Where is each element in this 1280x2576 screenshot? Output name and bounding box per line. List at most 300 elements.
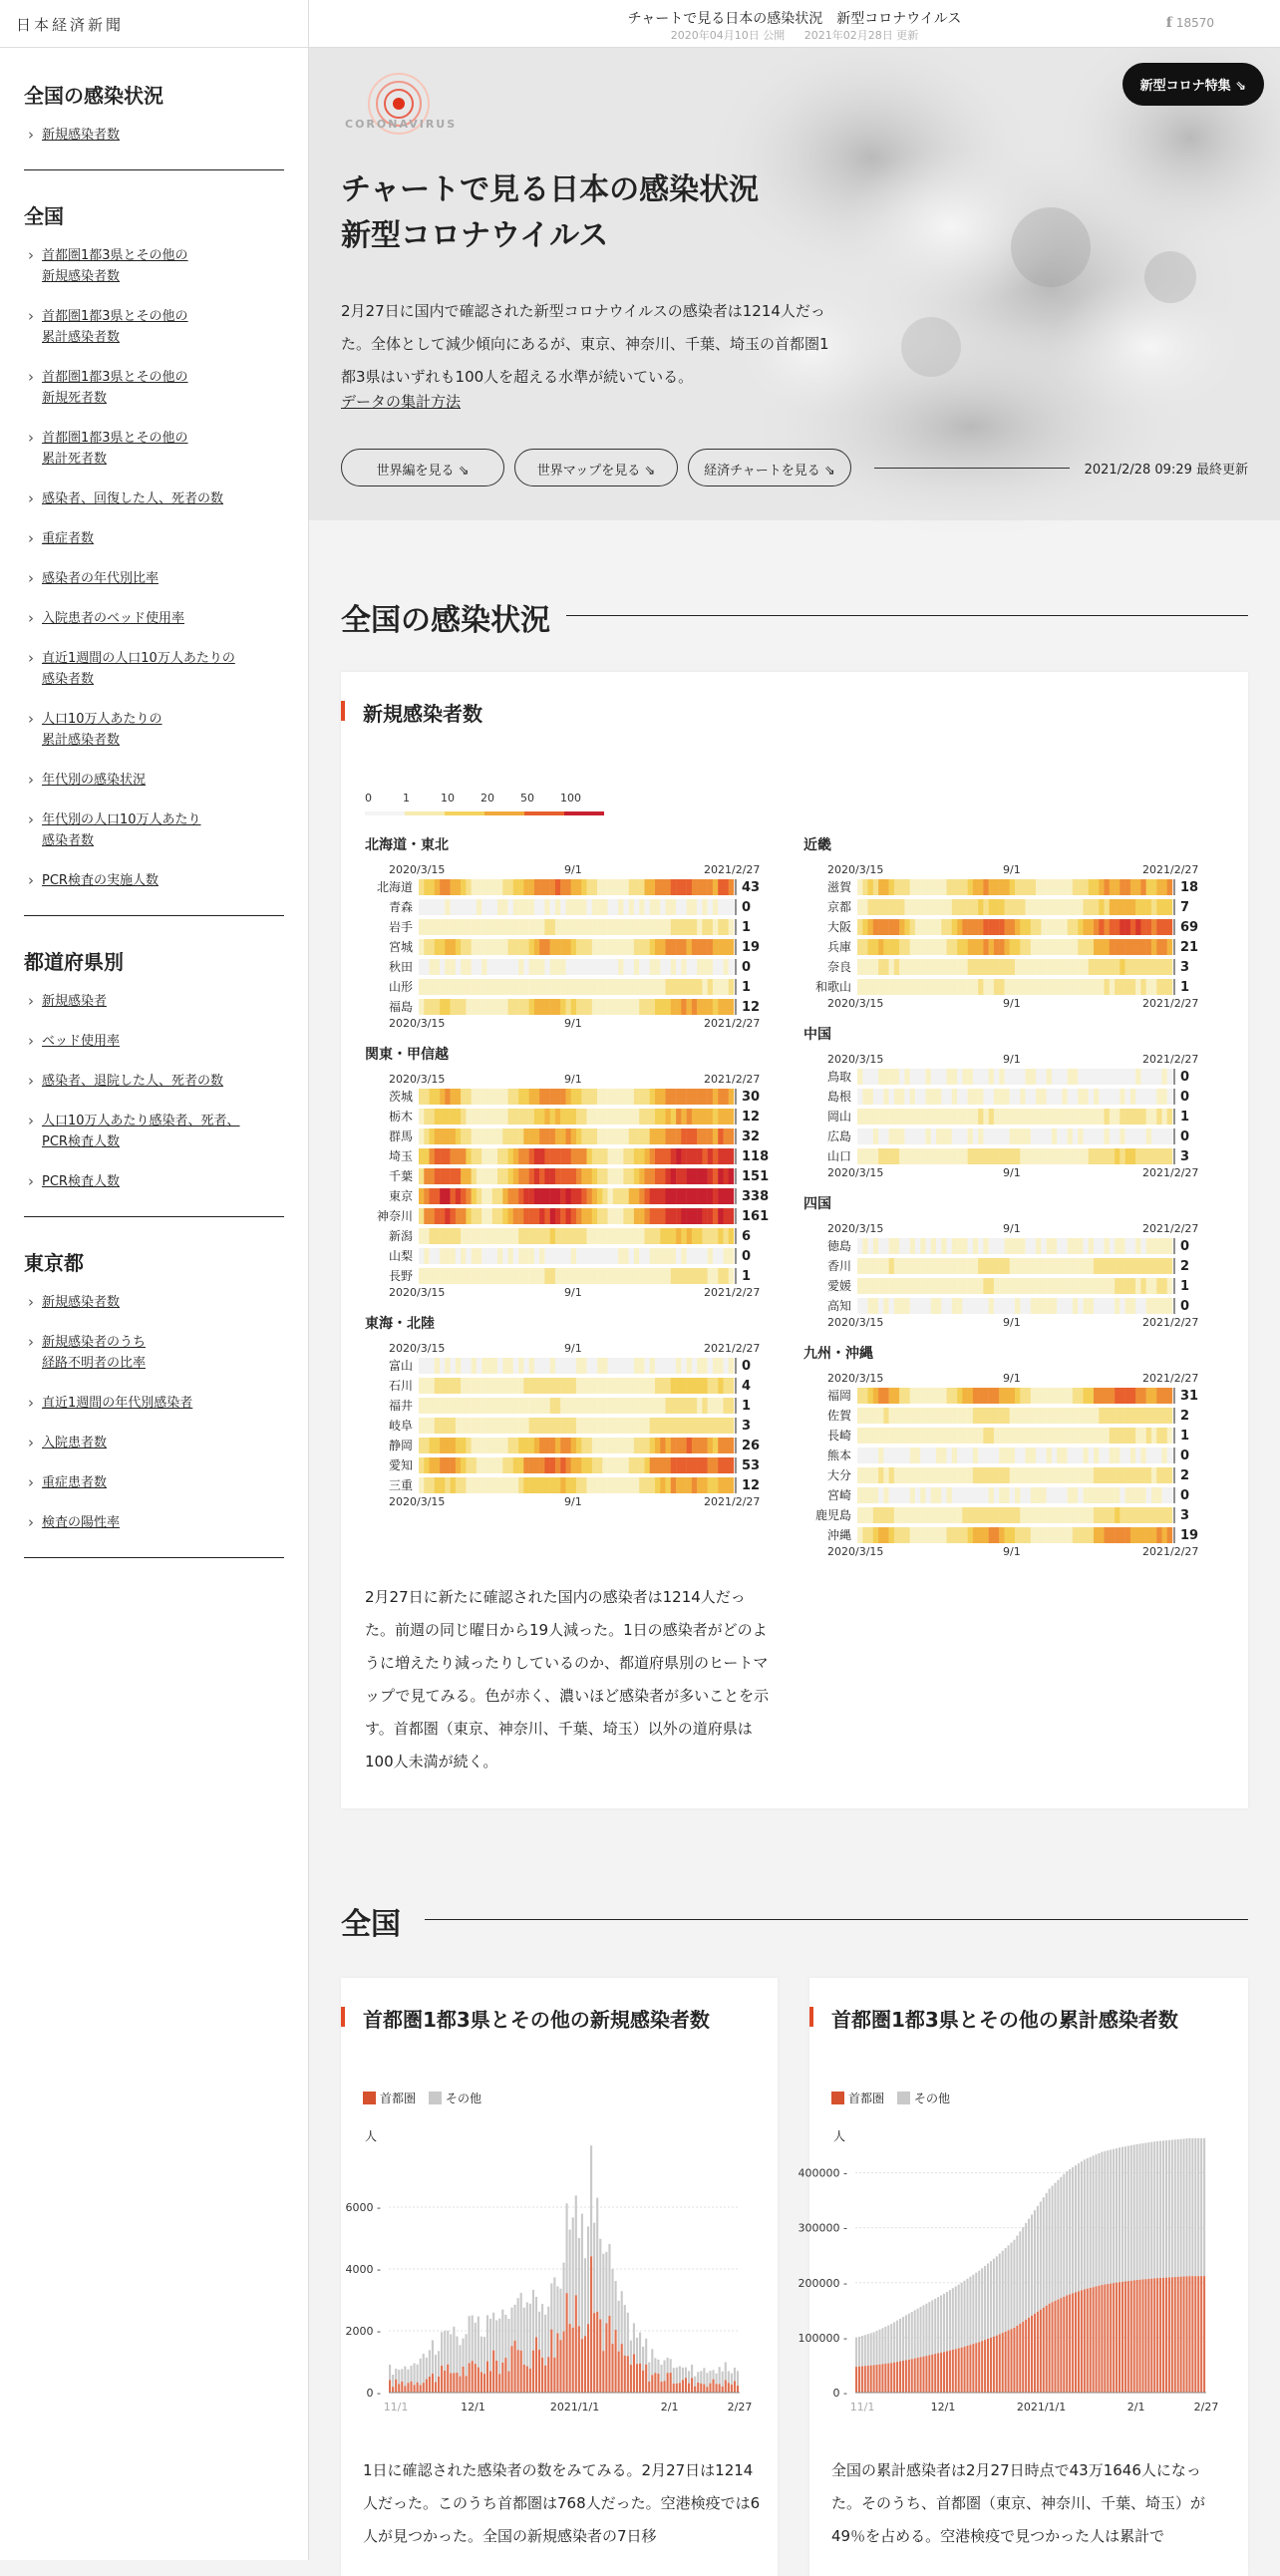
- heatmap-cell: [994, 1258, 1000, 1274]
- sidebar-item[interactable]: [24, 1472, 284, 1493]
- bar-shutoken: [1049, 2304, 1051, 2393]
- sidebar-item[interactable]: [24, 125, 284, 146]
- heatmap-cell: [592, 1378, 598, 1394]
- heatmap-cell: [702, 1477, 708, 1493]
- heatmap-cell: [1057, 1148, 1063, 1164]
- world-map-button[interactable]: 世界マップを見る ⇘: [514, 449, 678, 486]
- prefecture-today-count: 21: [1180, 940, 1199, 955]
- heatmap-cell: [523, 999, 529, 1015]
- heatmap-cell: [1010, 939, 1016, 955]
- heatmap-cell: [713, 999, 719, 1015]
- heatmap-cell: [634, 959, 640, 975]
- heatmap-cell: [639, 1477, 645, 1493]
- bar-other: [435, 2355, 437, 2382]
- heatmap-cell: [708, 1358, 714, 1374]
- heatmap-cell: [899, 1238, 905, 1254]
- heatmap-cell: [513, 1208, 519, 1224]
- heatmap-cell: [544, 899, 550, 915]
- sidebar-item[interactable]: [24, 1111, 284, 1152]
- heatmap-cell: [889, 1388, 895, 1404]
- heatmap-cell: [1130, 1487, 1136, 1503]
- bar-other: [1119, 2147, 1120, 2282]
- heatmap-cell: [472, 1168, 478, 1184]
- heatmap-cell: [613, 1148, 619, 1164]
- bar-shutoken: [407, 2383, 409, 2393]
- heatmap-cell: [487, 959, 493, 975]
- heatmap-cell: [629, 1248, 635, 1264]
- bar-other: [483, 2337, 485, 2374]
- heatmap-cell: [623, 939, 629, 955]
- bar-other: [1127, 2146, 1129, 2282]
- sidebar-item[interactable]: [24, 1393, 284, 1414]
- heatmap-cell: [1047, 1148, 1053, 1164]
- heatmap-cell: [419, 1358, 425, 1374]
- sidebar-item[interactable]: [24, 770, 284, 791]
- heatmap-cell: [602, 939, 608, 955]
- heatmap-cell: [576, 1109, 582, 1125]
- heatmap-cell: [978, 1408, 984, 1424]
- heatmap-cell: [889, 1238, 895, 1254]
- heatmap-cell: [660, 1438, 666, 1453]
- heatmap-cell: [477, 999, 482, 1015]
- heatmap-cell: [518, 1378, 524, 1394]
- sidebar-item[interactable]: [24, 991, 284, 1012]
- heatmap-cell: [1167, 1148, 1173, 1164]
- scale-label: 100: [560, 792, 581, 805]
- heatmap-cell: [539, 959, 545, 975]
- heatmap-cell: [1057, 979, 1063, 995]
- heatmap-cell: [989, 1258, 995, 1274]
- heatmap-cell: [681, 1418, 687, 1434]
- heatmap-cell: [868, 979, 874, 995]
- heatmap-cell: [999, 919, 1005, 935]
- bar-shutoken: [993, 2337, 995, 2393]
- heatmap-cell: [687, 1148, 693, 1164]
- bar-shutoken: [1171, 2277, 1173, 2393]
- heatmap-cell: [634, 899, 640, 915]
- bar-other: [504, 2315, 506, 2358]
- heatmap-cell: [1015, 1448, 1021, 1463]
- heatmap-cell: [978, 1467, 984, 1483]
- heatmap-cell: [702, 1208, 708, 1224]
- bar-shutoken: [955, 2349, 957, 2393]
- special-feature-button[interactable]: 新型コロナ特集 ⇘: [1122, 63, 1264, 106]
- heatmap-cell: [1146, 1487, 1152, 1503]
- publisher-logo[interactable]: 日本経済新聞: [0, 0, 308, 48]
- heatmap-cell: [461, 1089, 467, 1105]
- bar-other: [507, 2319, 509, 2372]
- heatmap-cell: [539, 1188, 545, 1204]
- bar-other: [590, 2145, 592, 2256]
- heatmap-cell: [915, 1507, 921, 1523]
- heatmap-cell: [883, 1128, 889, 1144]
- heatmap-cell: [724, 1248, 730, 1264]
- sidebar-item-label: 直近1週間の人口10万人あたりの 感染者数: [42, 651, 235, 687]
- bar-other: [734, 2368, 736, 2381]
- heatmap-cell: [989, 1148, 995, 1164]
- heatmap-cell: [926, 919, 932, 935]
- heatmap-cell: [477, 1457, 482, 1473]
- heatmap-cell: [862, 919, 868, 935]
- facebook-share[interactable]: [1166, 15, 1214, 31]
- heatmap-cell: [878, 1109, 884, 1125]
- heatmap-cell: [692, 1188, 698, 1204]
- heatmap-cell: [1120, 1258, 1125, 1274]
- sidebar-item[interactable]: [24, 568, 284, 589]
- heatmap-cell: [571, 879, 577, 895]
- heatmap-cell: [873, 1527, 879, 1543]
- heatmap-cell: [1010, 1278, 1016, 1294]
- sidebar-item[interactable]: [24, 1332, 284, 1374]
- heatmap-cell: [1052, 879, 1058, 895]
- heatmap-cell: [868, 1128, 874, 1144]
- heatmap-cell: [634, 1089, 640, 1105]
- heatmap-cell: [1099, 1408, 1105, 1424]
- heatmap-cell: [904, 1467, 910, 1483]
- bar-other: [937, 2297, 939, 2353]
- heatmap-cell: [1084, 919, 1090, 935]
- heatmap-cell: [1047, 1109, 1053, 1125]
- bar-other: [663, 2361, 665, 2382]
- heatmap-cell: [910, 979, 916, 995]
- bar-shutoken: [532, 2351, 534, 2393]
- heatmap-cell: [687, 999, 693, 1015]
- heatmap-cell: [566, 999, 572, 1015]
- prefecture-label: 福井: [388, 1399, 413, 1413]
- prefecture-label: 福島: [388, 1000, 413, 1014]
- heatmap-cell: [968, 1448, 974, 1463]
- sidebar-item[interactable]: [24, 1031, 284, 1052]
- heatmap-cell: [650, 1128, 656, 1144]
- heatmap-cell: [1010, 1069, 1016, 1085]
- heatmap-cell: [430, 1248, 436, 1264]
- sidebar-item[interactable]: [24, 367, 284, 409]
- bar-shutoken: [673, 2384, 675, 2393]
- heatmap-cell: [430, 1188, 436, 1204]
- heatmap-cell: [692, 1128, 698, 1144]
- heatmap-cell: [868, 1428, 874, 1444]
- heatmap-cell: [440, 959, 446, 975]
- heatmap-cell: [931, 1128, 937, 1144]
- bar-other: [1203, 2138, 1205, 2276]
- heatmap-cell: [1026, 1109, 1032, 1125]
- heatmap-cell: [1062, 919, 1068, 935]
- heatmap-cell: [962, 1109, 968, 1125]
- bar-shutoken: [999, 2334, 1001, 2393]
- heatmap-cell: [681, 919, 687, 935]
- heatmap-cell: [1089, 1527, 1095, 1543]
- bar-other: [1177, 2139, 1179, 2277]
- bar-other: [670, 2359, 672, 2373]
- heatmap-cell: [544, 959, 550, 975]
- heatmap-cell: [1140, 1109, 1146, 1125]
- heatmap-cell: [592, 1208, 598, 1224]
- prefecture-label: 佐賀: [826, 1409, 851, 1423]
- heatmap-cell: [435, 1208, 441, 1224]
- heatmap-cell: [424, 1438, 430, 1453]
- bar-shutoken: [1124, 2281, 1126, 2393]
- prefecture-label: 兵庫: [826, 940, 851, 954]
- heatmap-cell: [1120, 1467, 1125, 1483]
- heatmap-cell: [497, 1109, 503, 1125]
- heatmap-cell: [713, 1148, 719, 1164]
- heatmap-cell: [1120, 1298, 1125, 1314]
- heatmap-cell: [477, 1378, 482, 1394]
- y-tick-label: 400000 -: [798, 2166, 847, 2180]
- heatmap-cell: [868, 1388, 874, 1404]
- heatmap-cell: [931, 879, 937, 895]
- heatmap-cell: [618, 1148, 624, 1164]
- heatmap-cell: [581, 1089, 587, 1105]
- heatmap-cell: [1146, 1148, 1152, 1164]
- bar-shutoken: [510, 2346, 512, 2393]
- heatmap-cell: [1135, 1148, 1141, 1164]
- article-dates: [309, 27, 1280, 43]
- heatmap-cell: [523, 939, 529, 955]
- heatmap-cell: [1167, 1428, 1173, 1444]
- heatmap-cell: [873, 1428, 879, 1444]
- heatmap-cell: [994, 899, 1000, 915]
- heatmap-cell: [581, 1128, 587, 1144]
- heatmap-cell: [1041, 879, 1047, 895]
- heatmap-cell: [618, 1089, 624, 1105]
- sidebar-item[interactable]: [24, 809, 284, 851]
- heatmap-cell: [629, 1438, 635, 1453]
- heatmap-cell: [529, 1378, 535, 1394]
- heatmap-cell: [904, 1388, 910, 1404]
- heatmap-cell: [947, 959, 953, 975]
- heatmap-cell: [873, 1487, 879, 1503]
- sidebar-item[interactable]: [24, 1292, 284, 1313]
- heatmap-cell: [518, 939, 524, 955]
- heatmap-cell: [1005, 979, 1011, 995]
- bar-other: [395, 2369, 397, 2380]
- bar-other: [1144, 2143, 1146, 2280]
- sidebar-item[interactable]: [24, 608, 284, 629]
- sidebar-item[interactable]: [24, 648, 284, 690]
- heatmap-cell: [477, 1168, 482, 1184]
- heatmap-cell: [461, 1188, 467, 1204]
- heatmap-cell: [466, 1089, 472, 1105]
- prefecture-heatmap: [341, 672, 1248, 1569]
- heatmap-cell: [868, 1298, 874, 1314]
- heatmap-cell: [435, 1268, 441, 1284]
- heatmap-cell: [671, 899, 677, 915]
- heatmap-cell: [947, 919, 953, 935]
- prefecture-today-count: 0: [742, 900, 752, 915]
- bar-shutoken: [1028, 2318, 1030, 2393]
- bar-other: [480, 2337, 482, 2373]
- heatmap-cell: [1005, 899, 1011, 915]
- heatmap-cell: [451, 1248, 457, 1264]
- heatmap-cell: [472, 979, 478, 995]
- bar-shutoken: [858, 2367, 860, 2393]
- heatmap-cell: [1115, 1298, 1120, 1314]
- heatmap-cell: [687, 939, 693, 955]
- heatmap-cell: [513, 899, 519, 915]
- heatmap-cell: [1047, 1487, 1053, 1503]
- bar-other: [864, 2335, 866, 2366]
- heatmap-cell: [445, 899, 451, 915]
- heatmap-cell: [477, 1358, 482, 1374]
- heatmap-cell: [729, 1457, 735, 1473]
- heatmap-cell: [894, 1467, 900, 1483]
- heatmap-cell: [868, 1238, 874, 1254]
- heatmap-cell: [687, 1398, 693, 1414]
- bar-shutoken: [1177, 2277, 1179, 2393]
- heatmap-cell: [692, 1109, 698, 1125]
- heatmap-cell: [1105, 919, 1111, 935]
- axis-end-label: 2021/2/27: [1142, 1166, 1199, 1179]
- heatmap-cell: [889, 939, 895, 955]
- heatmap-cell: [1099, 899, 1105, 915]
- heatmap-cell: [926, 1278, 932, 1294]
- heatmap-cell: [978, 1487, 984, 1503]
- sidebar-item[interactable]: [24, 428, 284, 470]
- bar-other: [615, 2281, 617, 2330]
- bar-shutoken: [538, 2350, 540, 2393]
- heatmap-cell: [518, 999, 524, 1015]
- heatmap-cell: [566, 1168, 572, 1184]
- prefecture-today-count: 6: [742, 1229, 752, 1244]
- heatmap-cell: [581, 1438, 587, 1453]
- heatmap-cell: [1031, 979, 1037, 995]
- sidebar-item[interactable]: [24, 1071, 284, 1092]
- heatmap-cell: [931, 979, 937, 995]
- heatmap-cell: [466, 1248, 472, 1264]
- bar-shutoken: [716, 2384, 718, 2393]
- heatmap-cell: [904, 939, 910, 955]
- sidebar-item[interactable]: [24, 1433, 284, 1453]
- heatmap-cell: [920, 919, 926, 935]
- heatmap-cell: [502, 959, 508, 975]
- heatmap-cell: [894, 1448, 900, 1463]
- heatmap-cell: [1105, 899, 1111, 915]
- heatmap-cell: [718, 939, 724, 955]
- heatmap-cell: [1151, 1507, 1157, 1523]
- heatmap-cell: [862, 1298, 868, 1314]
- sidebar-item[interactable]: [24, 1512, 284, 1533]
- data-method-link[interactable]: データの集計方法: [341, 393, 462, 411]
- heatmap-cell: [472, 879, 478, 895]
- heatmap-cell: [639, 1378, 645, 1394]
- heatmap-cell: [857, 1128, 863, 1144]
- heatmap-cell: [957, 1388, 963, 1404]
- heatmap-cell: [508, 899, 514, 915]
- heatmap-cell: [920, 1128, 926, 1144]
- economy-chart-button[interactable]: 経済チャートを見る ⇘: [688, 449, 851, 486]
- sidebar-item[interactable]: [24, 1171, 284, 1192]
- bar-other: [544, 2315, 546, 2366]
- heatmap-cell: [513, 999, 519, 1015]
- heatmap-cell: [1162, 939, 1168, 955]
- bar-other: [1084, 2159, 1086, 2289]
- heatmap-cell: [1078, 1089, 1084, 1105]
- heatmap-cell: [445, 1378, 451, 1394]
- heatmap-cell: [973, 1109, 979, 1125]
- sidebar-item[interactable]: [24, 245, 284, 287]
- heatmap-cell: [957, 1467, 963, 1483]
- bar-shutoken: [559, 2340, 561, 2393]
- bar-other: [961, 2283, 963, 2348]
- heatmap-cell: [1005, 1109, 1011, 1125]
- heatmap-cell: [481, 1358, 487, 1374]
- heatmap-cell: [697, 919, 703, 935]
- heatmap-cell: [1094, 1238, 1100, 1254]
- sidebar-item[interactable]: [24, 488, 284, 509]
- heatmap-cell: [962, 1487, 968, 1503]
- sidebar-item-label: 人口10万人あたり感染者、死者、 PCR検査人数: [42, 1114, 240, 1149]
- heatmap-cell: [497, 1228, 503, 1244]
- bar-other: [1090, 2157, 1092, 2288]
- heatmap-cell: [920, 959, 926, 975]
- heatmap-cell: [618, 959, 624, 975]
- heatmap-cell: [1073, 1089, 1079, 1105]
- bar-other: [884, 2327, 886, 2364]
- prefecture-today-count: 0: [1180, 1070, 1190, 1085]
- heatmap-cell: [1036, 959, 1042, 975]
- heatmap-cell: [550, 1109, 556, 1125]
- heatmap-cell: [973, 919, 979, 935]
- heatmap-cell: [1020, 1258, 1026, 1274]
- bar-shutoken: [966, 2346, 968, 2393]
- heatmap-cell: [1099, 1148, 1105, 1164]
- heatmap-cell: [451, 1378, 457, 1394]
- heatmap-cell: [1073, 1527, 1079, 1543]
- heatmap-cell: [539, 1228, 545, 1244]
- heatmap-cell: [1151, 979, 1157, 995]
- heatmap-cell: [687, 1438, 693, 1453]
- heatmap-cell: [492, 1148, 498, 1164]
- heatmap-cell: [910, 879, 916, 895]
- bar-other: [438, 2351, 440, 2377]
- sidebar-item[interactable]: [24, 870, 284, 891]
- heatmap-cell: [1020, 979, 1026, 995]
- heatmap-cell: [868, 1069, 874, 1085]
- heatmap-cell: [1052, 1089, 1058, 1105]
- heatmap-cell: [440, 1089, 446, 1105]
- heatmap-cell: [1057, 1527, 1063, 1543]
- heatmap-cell: [910, 1148, 916, 1164]
- heatmap-cell: [681, 1228, 687, 1244]
- sidebar-item[interactable]: [24, 528, 284, 549]
- bar-other: [1200, 2138, 1202, 2276]
- heatmap-cell: [718, 1089, 724, 1105]
- y-tick-label: 100000 -: [798, 2331, 847, 2345]
- heatmap-cell: [671, 1089, 677, 1105]
- heatmap-cell: [1062, 899, 1068, 915]
- heatmap-cell: [550, 879, 556, 895]
- heatmap-cell: [440, 919, 446, 935]
- heatmap-cell: [702, 1457, 708, 1473]
- bar-shutoken: [1121, 2282, 1123, 2393]
- sidebar-item[interactable]: [24, 709, 284, 751]
- heatmap-cell: [597, 999, 603, 1015]
- heatmap-cell: [702, 1109, 708, 1125]
- heatmap-cell: [1020, 919, 1026, 935]
- heatmap-cell: [1041, 1487, 1047, 1503]
- heatmap-cell: [613, 1378, 619, 1394]
- heatmap-cell: [1162, 1069, 1168, 1085]
- heatmap-cell: [550, 959, 556, 975]
- sidebar-item[interactable]: [24, 306, 284, 348]
- heatmap-cell: [518, 1089, 524, 1105]
- heatmap-cell: [989, 1467, 995, 1483]
- prefecture-label: 神奈川: [376, 1209, 413, 1223]
- heatmap-cell: [1125, 1487, 1131, 1503]
- heatmap-cell: [724, 1418, 730, 1434]
- world-edition-button[interactable]: 世界編を見る ⇘: [341, 449, 504, 486]
